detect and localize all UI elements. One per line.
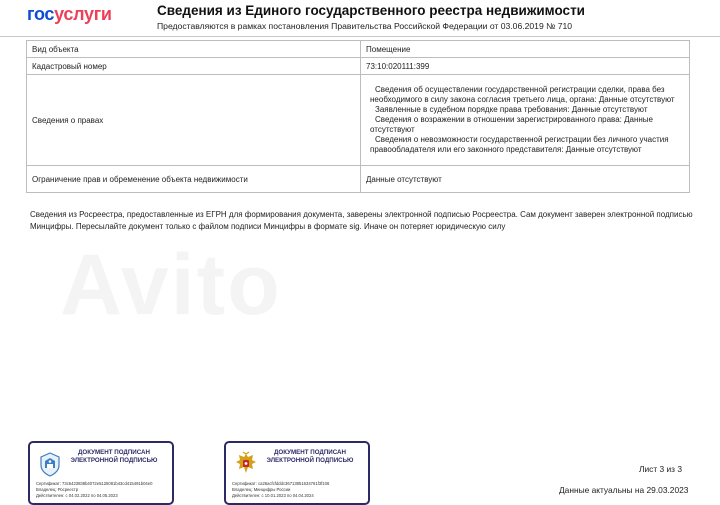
avito-watermark [60, 236, 282, 335]
stamp-title-2: ДОКУМЕНТ ПОДПИСАН ЭЛЕКТРОННОЙ ПОДПИСЬЮ [266, 449, 354, 464]
header-divider [0, 36, 720, 37]
logo-part-uslugi: услуги [54, 4, 112, 24]
signature-stamp-mincifry [224, 441, 370, 505]
page-title: Сведения из Единого государственного реестра недвижимости [157, 3, 585, 18]
rights-line-personal: Сведения о невозможности государственной регистрации без личного участия правообладателя или его законного представителя: Данные отсутствуют [370, 135, 669, 154]
stamp-owner-2: Владелец: Минцифры России [232, 487, 291, 493]
stamp-cert-1: Сертификат: 73c6423838b4072e5125081b43cd415491b04e0 [36, 481, 153, 486]
stamp-cert-2: Сертификат: ca26acfcfdddc36713851634761f3f106 [232, 481, 330, 486]
object-type-label: Вид объекта [27, 41, 361, 58]
rights-value [361, 75, 690, 166]
table-row-rights [27, 75, 690, 166]
gosuslugi-logo [27, 4, 112, 25]
registry-table [26, 40, 690, 193]
table-row-cadastral [27, 58, 690, 75]
coat-of-arms-icon [234, 451, 258, 477]
restriction-label: Ограничение прав и обременение объекта недвижимости [27, 166, 361, 193]
signature-note: Сведения из Росреестра, предоставленные из ЕГРН для формирования документа, заверены электронной подписью Росреестра. Сам документ заверен электронной подписью Минцифры. Пересылайте документ только с файлом подписи Минцифры в формате sig. Иначе он потеряет юридическую силу [30, 210, 693, 231]
stamp-valid-2: Действителен: с 10.01.2023 по 04.04.2024 [232, 493, 314, 499]
stamp-info-1 [36, 481, 152, 500]
restriction-value: Данные отсутствуют [361, 166, 690, 193]
data-actual-date: Данные актуальны на 29.03.2023 [559, 485, 689, 495]
rights-line-deal: Сведения об осуществлении государственной регистрации сделки, права без необходимого в силу закона согласия третьего лица, органа: Данные отсутствуют [370, 85, 675, 104]
rights-line-objection: Сведения о возражении в отношении зарегистрированного права: Данные отсутствуют [370, 115, 654, 134]
stamp-valid-1: Действителен: с 04.02.2022 по 04.05.2023 [36, 493, 118, 499]
rosreestr-emblem-icon [38, 451, 62, 477]
rights-label: Сведения о правах [27, 75, 361, 166]
table-row-restriction [27, 166, 690, 193]
object-type-value: Помещение [361, 41, 690, 58]
signature-stamp-rosreestr [28, 441, 174, 505]
page-counter: Лист 3 из 3 [639, 464, 683, 474]
cadastral-label: Кадастровый номер [27, 58, 361, 75]
cadastral-value: 73:10:020111:399 [361, 58, 690, 75]
table-row-object-type [27, 41, 690, 58]
stamp-owner-1: Владелец: Росреестр [36, 487, 79, 493]
stamp-info-2 [232, 481, 329, 500]
page-subtitle: Предоставляются в рамках постановления Правительства Российской Федерации от 03.06.2019 № 710 [157, 21, 573, 31]
stamp-title-1: ДОКУМЕНТ ПОДПИСАН ЭЛЕКТРОННОЙ ПОДПИСЬЮ [70, 449, 158, 464]
logo-part-gos: гос [27, 4, 55, 24]
rights-line-claims: Заявленные в судебном порядке права требования: Данные отсутствуют [375, 105, 648, 114]
